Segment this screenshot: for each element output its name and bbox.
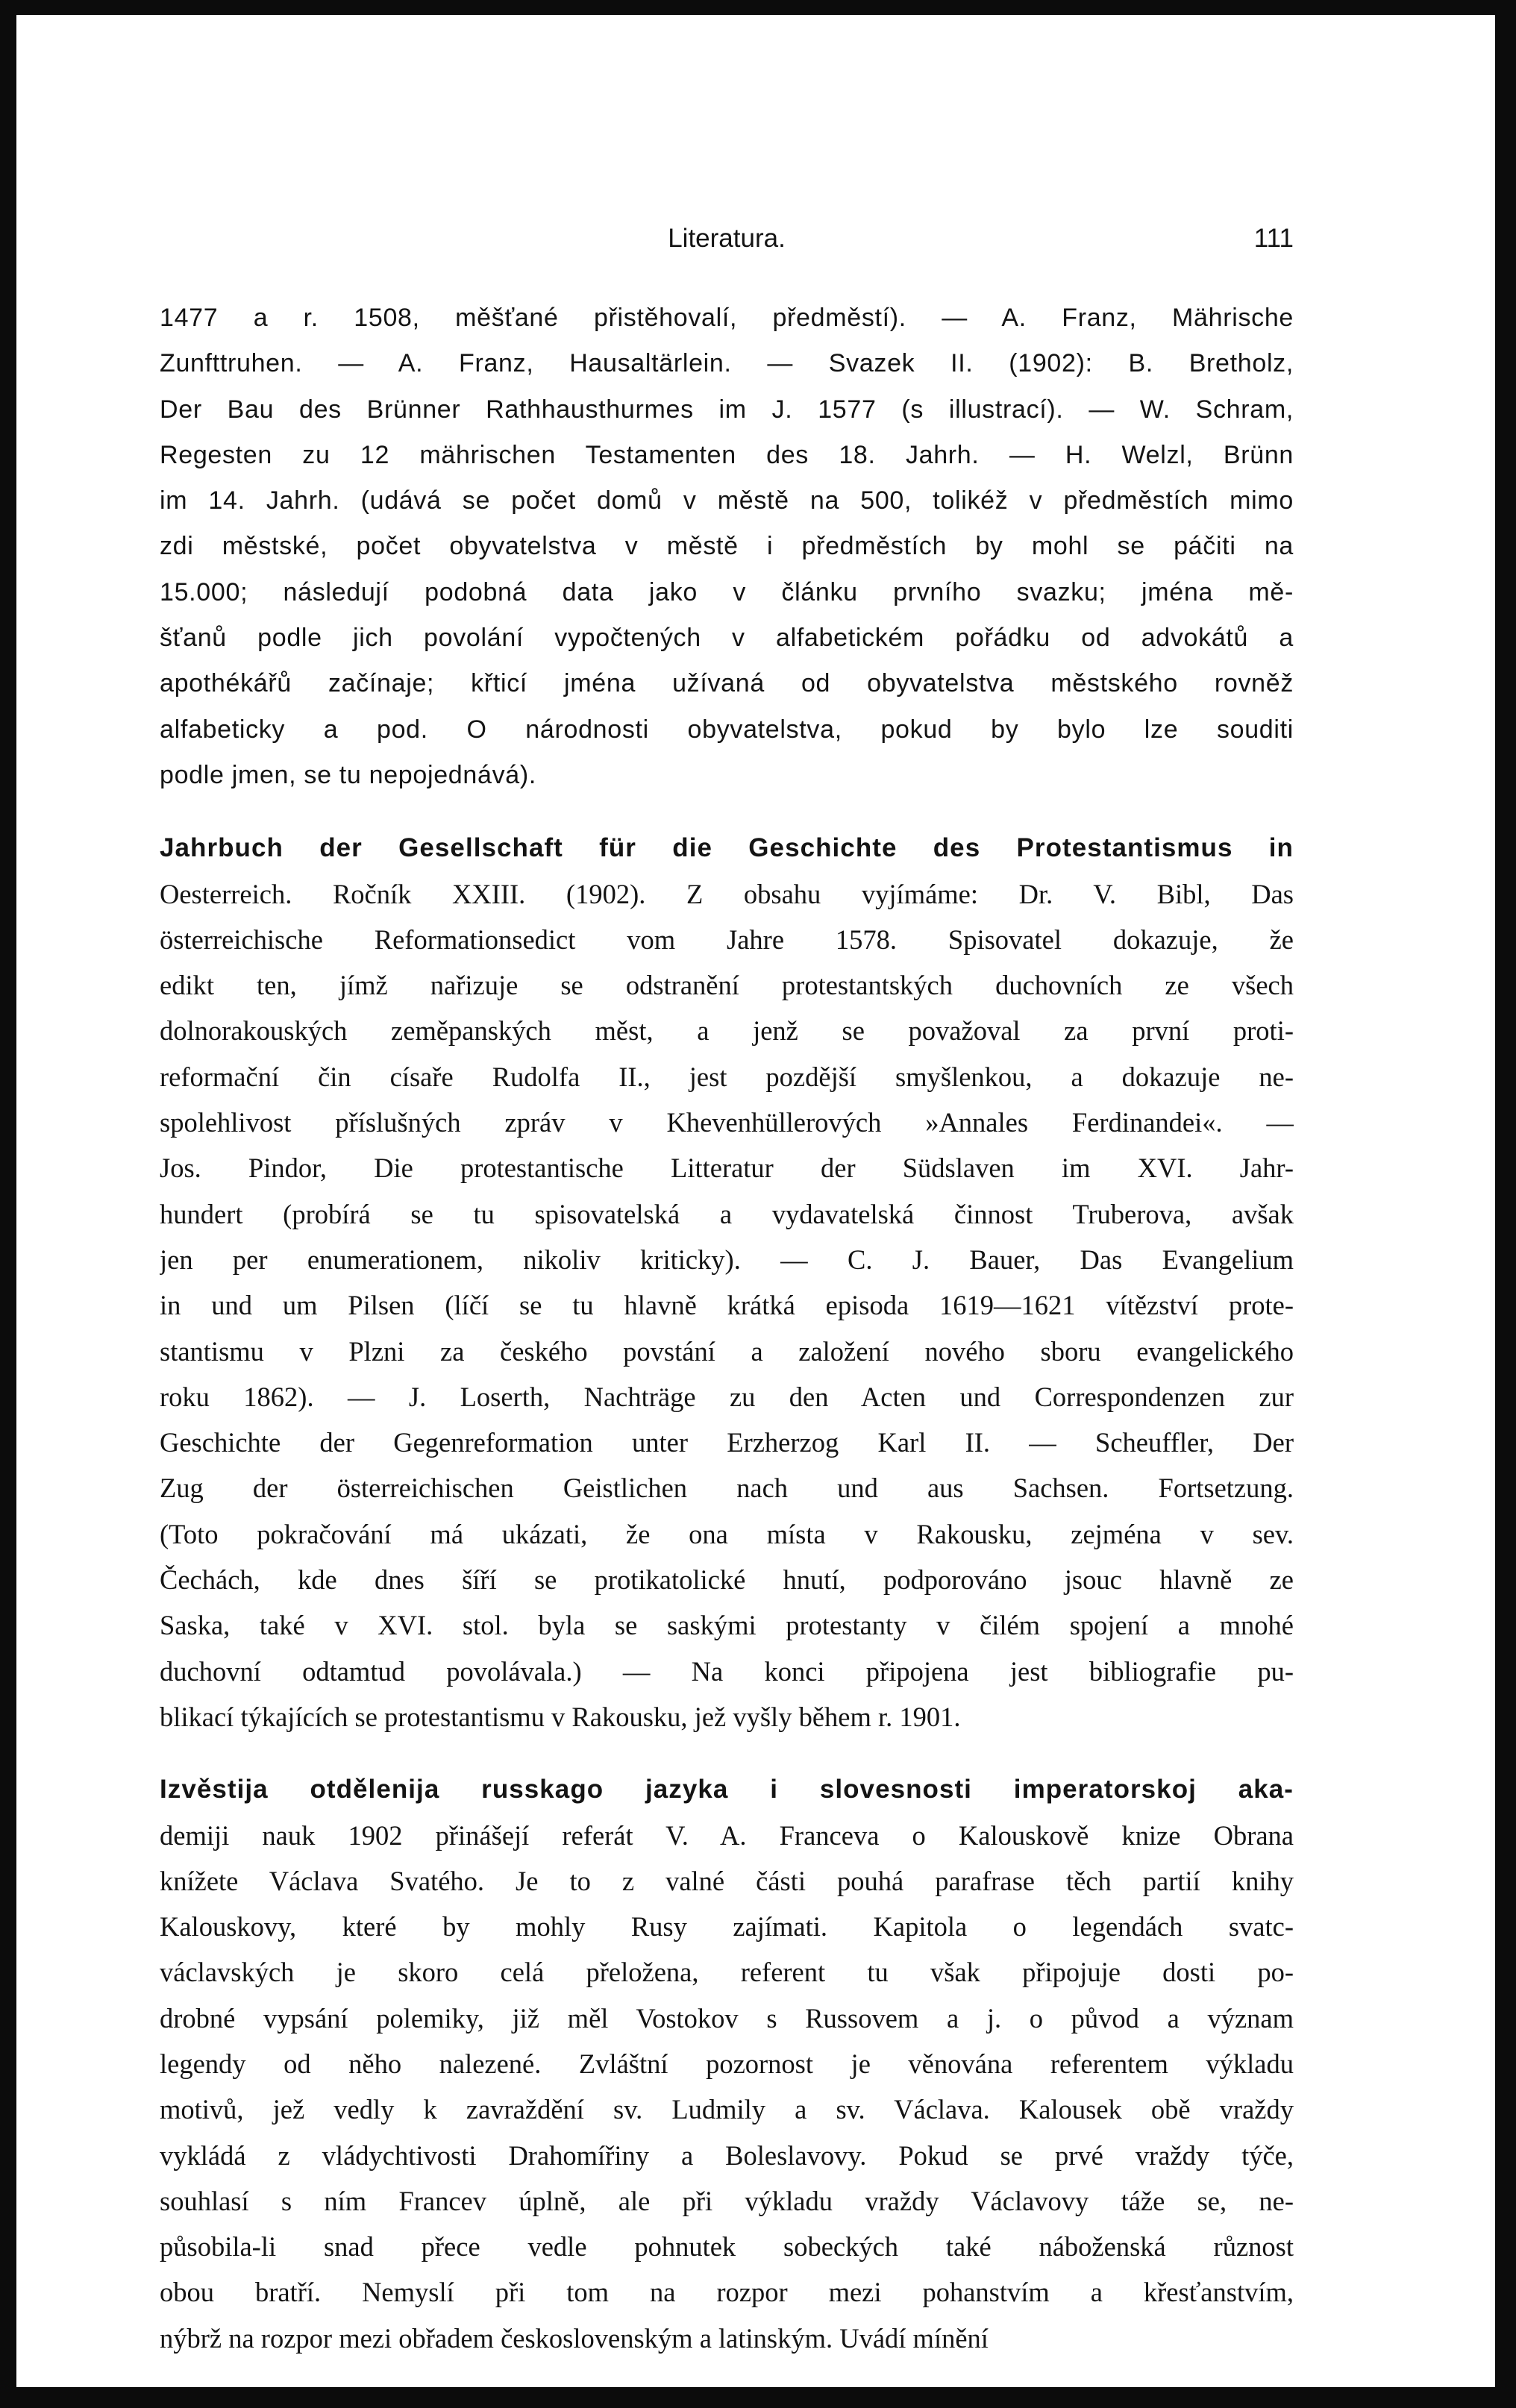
page-number: 111 — [1253, 224, 1294, 253]
text-line — [160, 1649, 1294, 1694]
book-page — [160, 216, 1294, 2361]
line-text: jen per enumerationem, nikoliv kriticky). — C. J. Bauer, Das Evangelium — [160, 1244, 1294, 1275]
line-text: Regesten zu 12 mährischen Testamenten des 18. Jahrh. — H. Welzl, Brünn — [160, 440, 1294, 469]
line-text: Oesterreich. Ročník XXIII. (1902). Z obsahu vyjímáme: Dr. V. Bibl, Das — [160, 878, 1294, 909]
line-text: Saska, také v XVI. stol. byla se saskými protestanty v čilém spojení a mnohé — [160, 1610, 1294, 1641]
line-text: legendy od něho nalezené. Zvláštní pozornost je věnována referentem výkladu — [160, 2048, 1294, 2079]
line-text: im 14. Jahrh. (udává se počet domů v městě na 500, tolikéž v předměstích mimo — [160, 486, 1294, 515]
text-line — [160, 615, 1294, 661]
text-line — [160, 1191, 1294, 1237]
text-line — [160, 2086, 1294, 2132]
paragraph — [160, 825, 1294, 1740]
text-line — [160, 2315, 1294, 2361]
line-text: Jahrbuch der Gesellschaft für die Geschichte des Protestantismus in — [160, 833, 1294, 863]
text-line — [160, 1904, 1294, 1949]
line-text: podle jmen, se tu nepojednává). — [160, 760, 536, 789]
line-text: Geschichte der Gegenreformation unter Erzherzog Karl II. — Scheuffler, Der — [160, 1427, 1294, 1458]
text-line — [160, 707, 1294, 753]
text-line — [160, 341, 1294, 386]
line-text: dolnorakouských zeměpanských měst, a jenž se považoval za první proti- — [160, 1015, 1294, 1047]
text-line — [160, 1054, 1294, 1100]
line-text: spolehlivost příslušných zpráv v Khevenhüllerových »Annales Ferdinandei«. — — [160, 1107, 1294, 1138]
text-line — [160, 1813, 1294, 1858]
paragraph — [160, 295, 1294, 798]
scan-border-left — [0, 0, 16, 2408]
paragraph-gap — [160, 798, 1294, 825]
line-text: stantismu v Plzni za českého povstání a založení nového sboru evangelického — [160, 1335, 1294, 1367]
text-line — [160, 1766, 1294, 1812]
text-line — [160, 661, 1294, 706]
text-line — [160, 1329, 1294, 1374]
line-text: Izvěstija otdělenija russkago jazyka i slovesnosti imperatorskoj aka- — [160, 1775, 1294, 1805]
text-line — [160, 1100, 1294, 1145]
line-text: obou bratří. Nemyslí při tom na rozpor mezi pohanstvím a křesťanstvím, — [160, 2277, 1294, 2308]
line-text: 15.000; následují podobná data jako v článku prvního svazku; jména mě- — [160, 577, 1294, 606]
text-line — [160, 2269, 1294, 2315]
text-line — [160, 962, 1294, 1008]
line-text: edikt ten, jímž nařizuje se odstranění protestantských duchovních ze všech — [160, 970, 1294, 1001]
text-line — [160, 825, 1294, 871]
line-text: knížete Václava Svatého. Je to z valné části pouhá parafrase těch partií knihy — [160, 1865, 1294, 1896]
line-text: blikací týkajících se protestantismu v Rakousku, jež vyšly během r. 1901. — [160, 1701, 961, 1732]
text-line — [160, 1995, 1294, 2041]
text-line — [160, 1008, 1294, 1053]
text-line — [160, 1694, 1294, 1740]
text-line — [160, 1237, 1294, 1282]
text-line — [160, 1282, 1294, 1328]
text-line — [160, 1420, 1294, 1465]
line-text: österreichische Reformationsedict vom Jahre 1578. Spisovatel dokazuje, že — [160, 924, 1294, 955]
scan-border-bottom — [0, 2387, 1516, 2408]
text-line — [160, 917, 1294, 962]
line-text: demiji nauk 1902 přinášejí referát V. A. Franceva o Kalouskově knize Obrana — [160, 1819, 1294, 1851]
scan-border-top — [0, 0, 1516, 15]
text-line — [160, 2133, 1294, 2178]
line-text: duchovní odtamtud povolávala.) — Na konci připojena jest bibliografie pu- — [160, 1655, 1294, 1687]
line-text: Jos. Pindor, Die protestantische Litteratur der Südslaven im XVI. Jahr- — [160, 1153, 1294, 1184]
line-text: roku 1862). — J. Loserth, Nachträge zu den Acten und Correspondenzen zur — [160, 1381, 1294, 1412]
line-text: šťanů podle jich povolání vypočtených v alfabetickém pořádku od advokátů a — [160, 624, 1294, 653]
body-text — [160, 295, 1294, 2361]
line-text: Čechách, kde dnes šíří se protikatolické hnutí, podporováno jsouc hlavně ze — [160, 1564, 1294, 1596]
text-line — [160, 1602, 1294, 1648]
line-text: reformační čin císaře Rudolfa II., jest pozdější smyšlenkou, a dokazuje ne- — [160, 1061, 1294, 1092]
text-line — [160, 2041, 1294, 2086]
line-text: apothékářů začínaje; křticí jména užívaná od obyvatelstva městského rovněž — [160, 669, 1294, 698]
text-line — [160, 1145, 1294, 1191]
text-line — [160, 1374, 1294, 1420]
line-text: vykládá z vládychtivosti Drahomířiny a Boleslavovy. Pokud se prvé vraždy týče, — [160, 2139, 1294, 2171]
paragraph — [160, 1766, 1294, 2361]
text-line — [160, 295, 1294, 341]
line-text: drobné vypsání polemiky, již měl Vostokov s Russovem a j. o původ a význam — [160, 2002, 1294, 2034]
text-line — [160, 1557, 1294, 1602]
page-header — [160, 216, 1294, 261]
line-text: Zug der österreichischen Geistlichen nach und aus Sachsen. Fortsetzung. — [160, 1473, 1294, 1504]
line-text: souhlasí s ním Francev úplně, ale při výkladu vraždy Václavovy táže se, ne- — [160, 2185, 1294, 2216]
line-text: působila-li snad přece vedle pohnutek sobeckých také náboženská různost — [160, 2231, 1294, 2263]
line-text: hundert (probírá se tu spisovatelská a vydavatelská činnost Truberova, avšak — [160, 1198, 1294, 1229]
scan-border-right — [1495, 0, 1516, 2408]
text-line — [160, 1511, 1294, 1557]
line-text: motivů, jež vedly k zavraždění sv. Ludmily a sv. Václava. Kalousek obě vraždy — [160, 2094, 1294, 2125]
line-text: Kalouskovy, které by mohly Rusy zajímati. Kapitola o legendách svatc- — [160, 1911, 1294, 1943]
text-line — [160, 753, 1294, 798]
line-text: zdi městské, počet obyvatelstva v městě i předměstích by mohl se páčiti na — [160, 532, 1294, 561]
text-line — [160, 1465, 1294, 1511]
text-line — [160, 1858, 1294, 1904]
text-line — [160, 387, 1294, 433]
text-line — [160, 2178, 1294, 2224]
text-line — [160, 524, 1294, 569]
line-text: in und um Pilsen (líčí se tu hlavně krátká episoda 1619—1621 vítězství prote- — [160, 1290, 1294, 1321]
line-text: Zunfttruhen. — A. Franz, Hausaltärlein. — Svazek II. (1902): B. Bretholz, — [160, 349, 1294, 378]
text-line — [160, 1949, 1294, 1995]
line-text: 1477 a r. 1508, měšťané přistěhovalí, předměstí). — A. Franz, Mährische — [160, 304, 1294, 332]
text-line — [160, 2224, 1294, 2269]
text-line — [160, 871, 1294, 917]
line-text: Der Bau des Brünner Rathhausthurmes im J. 1577 (s illustrací). — W. Schram, — [160, 395, 1294, 424]
line-text: václavských je skoro celá přeložena, referent tu však připojuje dosti po- — [160, 1957, 1294, 1988]
paragraph-gap — [160, 1740, 1294, 1766]
text-line — [160, 433, 1294, 478]
text-line — [160, 478, 1294, 524]
line-text: alfabeticky a pod. O národnosti obyvatelstva, pokud by bylo lze souditi — [160, 715, 1294, 744]
text-line — [160, 570, 1294, 615]
line-text: (Toto pokračování má ukázati, že ona místa v Rakousku, zejména v sev. — [160, 1518, 1294, 1549]
line-text: nýbrž na rozpor mezi obřadem československým a latinským. Uvádí mínění — [160, 2322, 989, 2354]
running-title: Literatura. — [668, 224, 786, 253]
